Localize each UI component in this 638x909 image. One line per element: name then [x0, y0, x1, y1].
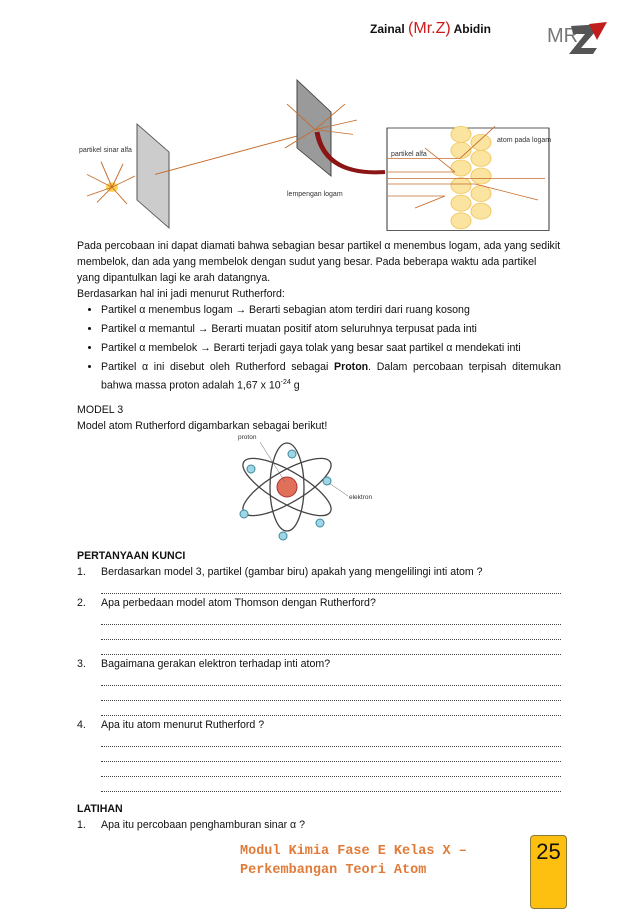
alpha-source-icon [87, 162, 135, 204]
label-particle: partikel alfa [391, 151, 427, 158]
nucleus-icon [277, 477, 297, 497]
finding-item [101, 359, 561, 394]
rutherford-findings-list [77, 302, 561, 394]
exercise-text: Apa itu percobaan penghamburan sinar α ? [101, 819, 306, 831]
intro-section [77, 238, 561, 434]
answer-line[interactable] [101, 733, 561, 747]
exercise-section [77, 801, 561, 833]
label-atom: atom pada logam [497, 137, 552, 144]
answer-line[interactable] [101, 748, 561, 762]
mrz-logo [545, 14, 609, 56]
intro-paragraph: Pada percobaan ini dapat diamati bahwa sebagian besar partikel α menembus logam, ada yang sedikit membelok, dan ada yang membelok dengan sudut yang besar. Pada beberapa waktu ada partikel yang dipantulkan lagi ke arah datangnya. [77, 240, 561, 284]
question-item [77, 656, 561, 672]
answer-line[interactable] [101, 611, 561, 625]
question-text: Bagaimana gerakan elektron terhadap inti atom? [101, 658, 331, 670]
exponent: -24 [280, 379, 291, 386]
question-number: 4. [77, 719, 86, 731]
footer-line2: Perkembangan Teori Atom [240, 863, 427, 878]
question-number: 3. [77, 658, 86, 670]
answer-line[interactable] [101, 778, 561, 792]
author-nickname: (Mr.Z) [408, 20, 451, 37]
finding-item: • Partikel α menembus logam → Berarti sebagian atom terdiri dari ruang kosong [101, 302, 561, 318]
rutherford-atom-diagram [222, 432, 392, 544]
rutherford-experiment-diagram [75, 72, 565, 235]
question-text: Berdasarkan model 3, partikel (gambar biru) apakah yang mengelilingi inti atom ? [101, 566, 483, 578]
author-first-name: Zainal [370, 22, 405, 36]
finding-text: . Dalam percobaan terpisah ditemukan bahwa massa proton adalah 1,67 x 10 [101, 361, 561, 392]
module-footer [240, 842, 467, 880]
answer-line[interactable] [101, 641, 561, 655]
key-questions-title: PERTANYAAN KUNCI [77, 550, 186, 562]
question-number: 1. [77, 566, 86, 578]
exercise-item [77, 817, 561, 833]
label-electron: elektron [349, 494, 373, 501]
svg-text:MR: MR [547, 25, 579, 47]
exercise-number: 1. [77, 819, 86, 831]
question-item [77, 717, 561, 733]
label-foil: lempengan logam [287, 191, 343, 198]
gold-foil [297, 80, 331, 176]
model3-description: Model atom Rutherford digambarkan sebagai berikut! [77, 419, 328, 432]
answer-line[interactable] [101, 580, 561, 594]
exercise-title: LATIHAN [77, 803, 123, 815]
footer-line1: Modul Kimia Fase E Kelas X – [240, 844, 467, 859]
label-proton: proton [238, 434, 257, 441]
finding-item: • Partikel α memantul → Berarti muatan positif atom seluruhnya terpusat pada inti [101, 321, 561, 337]
answer-line[interactable] [101, 672, 561, 686]
model3-section [77, 402, 561, 434]
question-item [77, 564, 561, 580]
answer-line[interactable] [101, 687, 561, 701]
finding-text: g [290, 379, 300, 392]
author-last-name: Abidin [453, 22, 491, 36]
model3-title: MODEL 3 [77, 403, 124, 416]
finding-item: • Partikel α membelok → Berarti terjadi gaya tolak yang besar saat partikel α mendekati inti [101, 340, 561, 356]
answer-line[interactable] [101, 626, 561, 640]
finding-text: Partikel α ini disebut oleh Rutherford sebagai [101, 361, 335, 373]
answer-line[interactable] [101, 702, 561, 716]
alpha-beam [155, 131, 315, 174]
question-text: Apa itu atom menurut Rutherford ? [101, 719, 265, 731]
proton-term: Proton [334, 361, 369, 373]
slit-plate [137, 124, 169, 228]
label-alpha-source: partikel sinar alfa [79, 147, 132, 154]
answer-line[interactable] [101, 763, 561, 777]
question-item [77, 595, 561, 611]
intro-lead: Berdasarkan hal ini jadi menurut Rutherford: [77, 288, 285, 300]
question-text: Apa perbedaan model atom Thomson dengan Rutherford? [101, 597, 376, 609]
author-header [370, 20, 491, 38]
page-number: 25 [530, 835, 567, 909]
question-number: 2. [77, 597, 86, 609]
key-questions-section [77, 548, 561, 793]
